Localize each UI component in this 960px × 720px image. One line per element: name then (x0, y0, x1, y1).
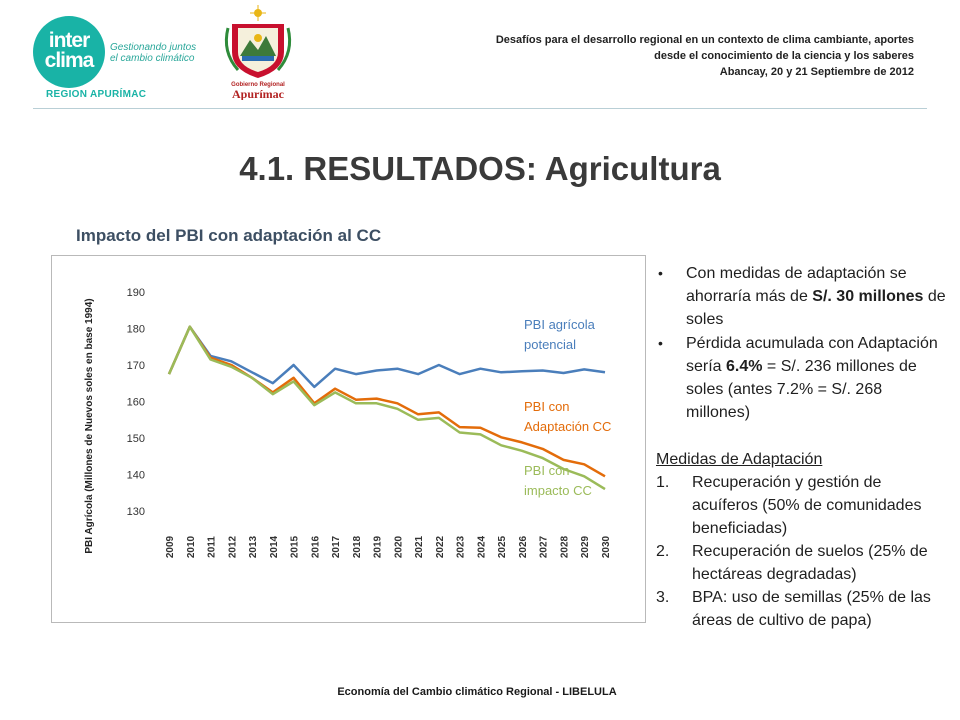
bullet-savings (656, 262, 946, 331)
event-line-1: Desafíos para el desarrollo regional en un contexto de clima cambiante, aportes (495, 34, 914, 46)
y-axis-label: PBI Agrícola (Millones de Nuevos soles en base 1994) (84, 298, 95, 554)
y-tick-label: 190 (126, 287, 145, 299)
bullet-savings-suffix: de soles (686, 288, 946, 328)
measure-text: Recuperación y gestión de acuíferos (50% de comunidades beneficiadas) (692, 474, 922, 537)
logo-tagline-line1: Gestionando juntos (110, 42, 197, 53)
legend-label: PBI agrícola (524, 317, 595, 332)
event-line-3: Abancay, 20 y 21 Septiembre de 2012 (719, 66, 914, 78)
crest-sun-icon (250, 5, 266, 21)
chart-subtitle: Impacto del PBI con adaptación al CC (76, 226, 382, 245)
x-tick-label: 2023 (455, 535, 467, 559)
legend-label: PBI con (524, 399, 570, 414)
x-tick-label: 2028 (559, 535, 571, 559)
x-tick-label: 2024 (476, 535, 488, 559)
measure-number: 2. (656, 543, 670, 560)
x-tick-label: 2015 (289, 535, 301, 559)
x-tick-label: 2017 (331, 535, 343, 559)
bullet-loss-text: Pérdida acumulada con Adaptación sería (686, 335, 938, 375)
x-tick-label: 2022 (434, 535, 446, 559)
results-notes (656, 262, 946, 632)
bullet-loss (656, 332, 946, 424)
y-tick-label: 170 (126, 360, 145, 372)
x-tick-label: 2012 (227, 535, 239, 559)
x-tick-label: 2009 (165, 535, 176, 559)
region-label: REGION APURÍMAC (46, 89, 147, 100)
chart-canvas (52, 256, 645, 622)
legend-label: PBI con (524, 463, 570, 478)
measure-number: 1. (656, 474, 670, 491)
x-tick-label: 2021 (414, 535, 426, 559)
x-tick-label: 2013 (248, 535, 260, 559)
measure-item (656, 586, 946, 632)
x-tick-label: 2018 (351, 535, 363, 559)
bullet-savings-text: Con medidas de adaptación se ahorraría más de (686, 265, 907, 305)
x-tick-label: 2025 (497, 535, 509, 559)
logo-word-clima: clima (44, 49, 94, 72)
bullet-dot-icon: • (658, 335, 663, 351)
legend-label: Adaptación CC (524, 419, 612, 434)
series-line-0 (169, 327, 605, 387)
x-tick-label: 2029 (580, 535, 592, 559)
bullet-loss-suffix: = S/. 236 millones de soles (antes 7.2% = S/. 268 millones) (686, 358, 917, 421)
measure-number: 3. (656, 589, 670, 606)
y-tick-label: 150 (126, 433, 145, 445)
bullet-dot-icon: • (658, 265, 663, 281)
x-tick-label: 2010 (185, 535, 197, 559)
y-tick-label: 130 (126, 506, 145, 518)
x-tick-label: 2020 (393, 535, 405, 559)
x-tick-label: 2011 (206, 536, 218, 558)
x-tick-label: 2016 (310, 535, 322, 559)
footer-credit: Economía del Cambio climático Regional - LIBELULA (337, 686, 617, 698)
header-divider (33, 108, 927, 109)
y-tick-label: 140 (126, 469, 145, 482)
interclima-logo (33, 16, 105, 88)
slide-title: 4.1. RESULTADOS: Agricultura (239, 150, 721, 187)
logo-tagline (110, 42, 196, 64)
crest-caption-line1: Gobierno Regional (231, 82, 285, 88)
measure-item (656, 540, 946, 586)
x-tick-label: 2014 (268, 535, 280, 559)
x-tick-label: 2027 (538, 535, 550, 559)
measures-list (656, 471, 946, 632)
pbi-line-chart (51, 255, 646, 623)
event-line-2: desde el conocimiento de la ciencia y los saberes (654, 50, 914, 62)
bullet-loss-percent: 6.4% (726, 358, 763, 375)
measures-heading: Medidas de Adaptación (656, 451, 823, 468)
gobierno-regional-crest (218, 4, 298, 100)
measure-item (656, 471, 946, 540)
legend-label: impacto CC (524, 483, 592, 498)
x-tick-label: 2026 (517, 535, 529, 559)
logo-tagline-line2: el cambio climático (110, 53, 195, 64)
measure-text: BPA: uso de semillas (25% de las áreas de cultivo de papa) (692, 589, 931, 629)
crest-caption-line2: Apurímac (232, 87, 284, 100)
x-tick-label: 2019 (372, 535, 384, 559)
event-info (496, 32, 914, 80)
x-tick-label: 2030 (601, 535, 612, 559)
y-tick-label: 160 (126, 396, 145, 409)
measure-text: Recuperación de suelos (25% de hectáreas degradadas) (692, 543, 928, 583)
logo-word-inter: inter (48, 29, 90, 52)
legend-label: potencial (524, 337, 577, 352)
bullet-savings-amount: S/. 30 millones (812, 288, 924, 305)
y-tick-label: 180 (126, 323, 145, 336)
